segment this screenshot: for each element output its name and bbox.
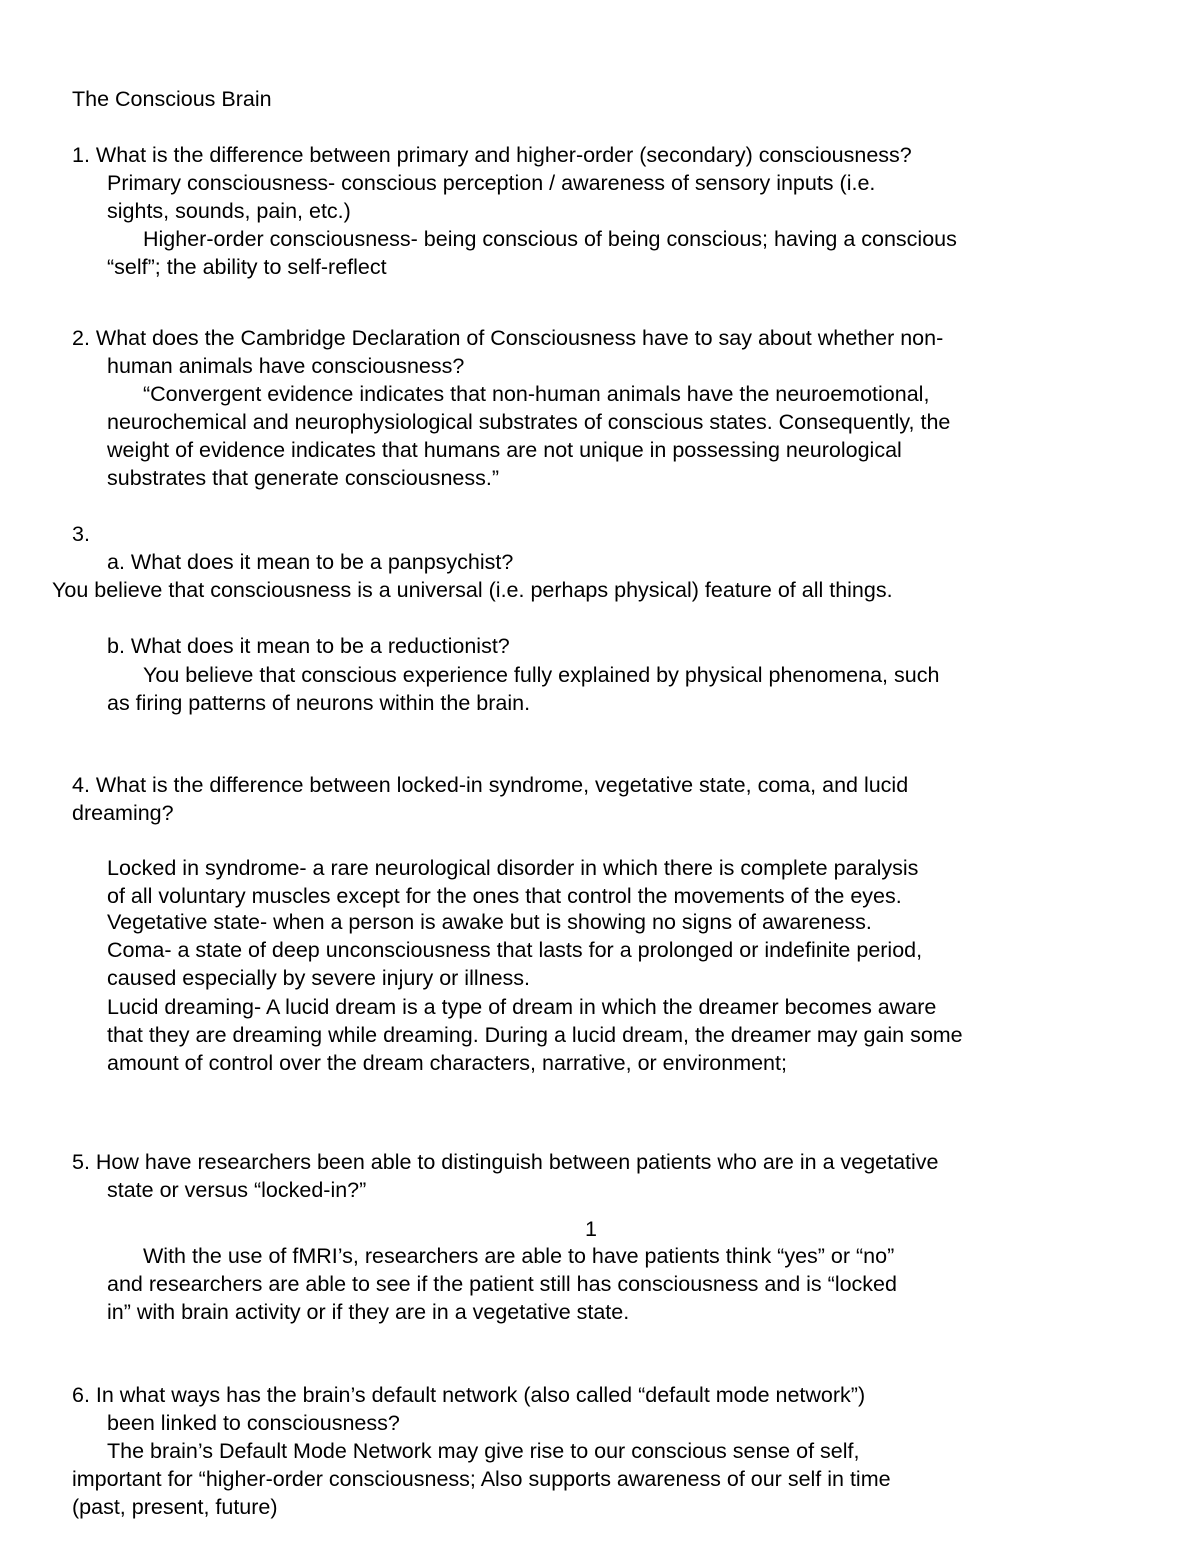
answer-4-locked-line-2: of all voluntary muscles except for the ones that control the movements of the eyes. <box>107 884 902 908</box>
question-3a: a. What does it mean to be a panpsychist? <box>107 550 514 574</box>
answer-1-primary-line-1: Primary consciousness- conscious perception / awareness of sensory inputs (i.e. <box>107 171 876 195</box>
answer-3a: You believe that consciousness is a universal (i.e. perhaps physical) feature of all things. <box>52 578 893 602</box>
answer-4-coma-line-1: Coma- a state of deep unconsciousness that lasts for a prolonged or indefinite period, <box>107 938 923 962</box>
answer-1-primary-line-2: sights, sounds, pain, etc.) <box>107 199 351 223</box>
answer-1-higher-line-1: Higher-order consciousness- being conscious of being conscious; having a conscious <box>143 227 957 251</box>
answer-3b-line-2: as firing patterns of neurons within the brain. <box>107 691 531 715</box>
answer-2-line-3: weight of evidence indicates that humans are not unique in possessing neurological <box>107 438 902 462</box>
answer-2-line-2: neurochemical and neurophysiological substrates of conscious states. Consequently, the <box>107 410 951 434</box>
page-number: 1 <box>585 1217 597 1241</box>
question-2-line-2: human animals have consciousness? <box>107 354 465 378</box>
answer-6-line-2: important for “higher-order consciousness; Also supports awareness of our self in time <box>72 1467 891 1491</box>
answer-2-line-1: “Convergent evidence indicates that non-human animals have the neuroemotional, <box>143 382 930 406</box>
question-1: 1. What is the difference between primary and higher-order (secondary) consciousness? <box>72 143 912 167</box>
answer-6-line-1: The brain’s Default Mode Network may give rise to our conscious sense of self, <box>107 1439 860 1463</box>
answer-3b-line-1: You believe that conscious experience fully explained by physical phenomena, such <box>143 663 940 687</box>
answer-1-higher-line-2: “self”; the ability to self-reflect <box>107 255 387 279</box>
answer-5-line-3: in” with brain activity or if they are in a vegetative state. <box>107 1300 630 1324</box>
question-4-line-1: 4. What is the difference between locked-in syndrome, vegetative state, coma, and lucid <box>72 773 909 797</box>
answer-4-lucid-line-3: amount of control over the dream characters, narrative, or environment; <box>107 1051 787 1075</box>
answer-4-vegetative: Vegetative state- when a person is awake but is showing no signs of awareness. <box>107 910 872 934</box>
answer-5-line-2: and researchers are able to see if the patient still has consciousness and is “locked <box>107 1272 897 1296</box>
question-4-line-2: dreaming? <box>72 801 174 825</box>
answer-6-line-3: (past, present, future) <box>72 1495 278 1519</box>
answer-4-locked-line-1: Locked in syndrome- a rare neurological disorder in which there is complete paralysis <box>107 856 919 880</box>
question-2-line-1: 2. What does the Cambridge Declaration of Consciousness have to say about whether non- <box>72 326 944 350</box>
question-6-line-1: 6. In what ways has the brain’s default network (also called “default mode network”) <box>72 1383 866 1407</box>
question-5-line-1: 5. How have researchers been able to distinguish between patients who are in a vegetative <box>72 1150 939 1174</box>
page-title: The Conscious Brain <box>72 87 272 111</box>
answer-2-line-4: substrates that generate consciousness.” <box>107 466 499 490</box>
question-3b: b. What does it mean to be a reductionist? <box>107 634 510 658</box>
answer-4-lucid-line-2: that they are dreaming while dreaming. During a lucid dream, the dreamer may gain some <box>107 1023 963 1047</box>
answer-4-coma-line-2: caused especially by severe injury or illness. <box>107 966 531 990</box>
answer-4-lucid-line-1: Lucid dreaming- A lucid dream is a type of dream in which the dreamer becomes aware <box>107 995 937 1019</box>
question-5-line-2: state or versus “locked-in?” <box>107 1178 367 1202</box>
question-3-number: 3. <box>72 522 90 546</box>
answer-5-line-1: With the use of fMRI’s, researchers are able to have patients think “yes” or “no” <box>143 1244 895 1268</box>
question-6-line-2: been linked to consciousness? <box>107 1411 400 1435</box>
